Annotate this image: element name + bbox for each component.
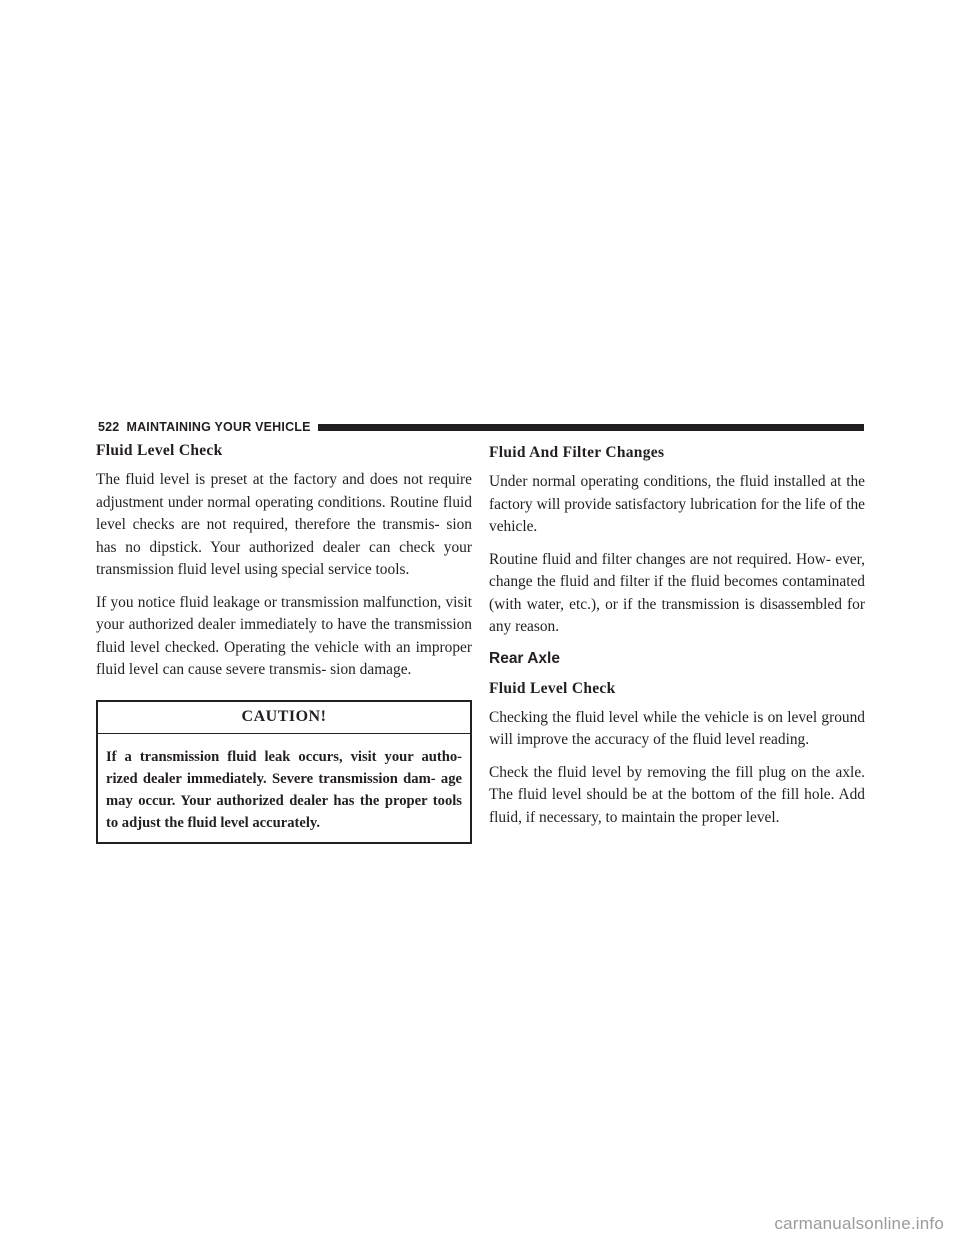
paragraph: Check the fluid level by removing the fill plug on the axle. The fluid level should be at the bottom of the fill hole. Add fluid, if necessary, to maintain the proper level. xyxy=(489,763,865,826)
right-column xyxy=(489,443,865,839)
left-column xyxy=(96,441,472,844)
running-header xyxy=(98,419,864,435)
paragraph: Checking the fluid level while the vehicle is on level ground will improve the accuracy of the fluid level reading. xyxy=(489,708,865,748)
paragraph: The fluid level is preset at the factory and does not require adjustment under normal operating conditions. Routine fluid level checks are not required, therefore the transmis- sion has no dipstick. Your authorized dealer can check your transmission fluid level using special service tools. xyxy=(96,471,472,578)
subhead-fluid-level-check: Fluid Level Check xyxy=(489,679,616,697)
watermark: carmanualsonline.info xyxy=(774,1214,944,1233)
section-title: MAINTAINING YOUR VEHICLE xyxy=(126,420,311,434)
caution-box xyxy=(96,700,472,845)
paragraph: Routine fluid and filter changes are not required. How- ever, change the fluid and filter if the fluid becomes contaminated (with water, etc.), or if the transmission is disassembled for any reason. xyxy=(489,550,865,635)
subhead-fluid-and-filter-changes: Fluid And Filter Changes xyxy=(489,444,665,461)
header-rule xyxy=(318,424,864,431)
section-head-rear-axle: Rear Axle xyxy=(489,649,560,667)
paragraph: If you notice fluid leakage or transmission malfunction, visit your authorized dealer immediately to have the transmission fluid level checked. Operating the vehicle with an improper fluid level can cause severe transmis- sion damage. xyxy=(96,593,472,678)
page-number: 522 xyxy=(98,420,120,434)
paragraph: Under normal operating conditions, the fluid installed at the factory will provide satisfactory lubrication for the life of the vehicle. xyxy=(489,473,865,535)
caution-title: CAUTION! xyxy=(98,702,470,735)
caution-text: If a transmission fluid leak occurs, visit your autho- rized dealer immediately. Severe transmission dam- age may occur. Your authorized dealer has the proper tools to adjust the fluid level accurately. xyxy=(106,749,462,831)
subhead-fluid-level-check: Fluid Level Check xyxy=(96,442,223,459)
